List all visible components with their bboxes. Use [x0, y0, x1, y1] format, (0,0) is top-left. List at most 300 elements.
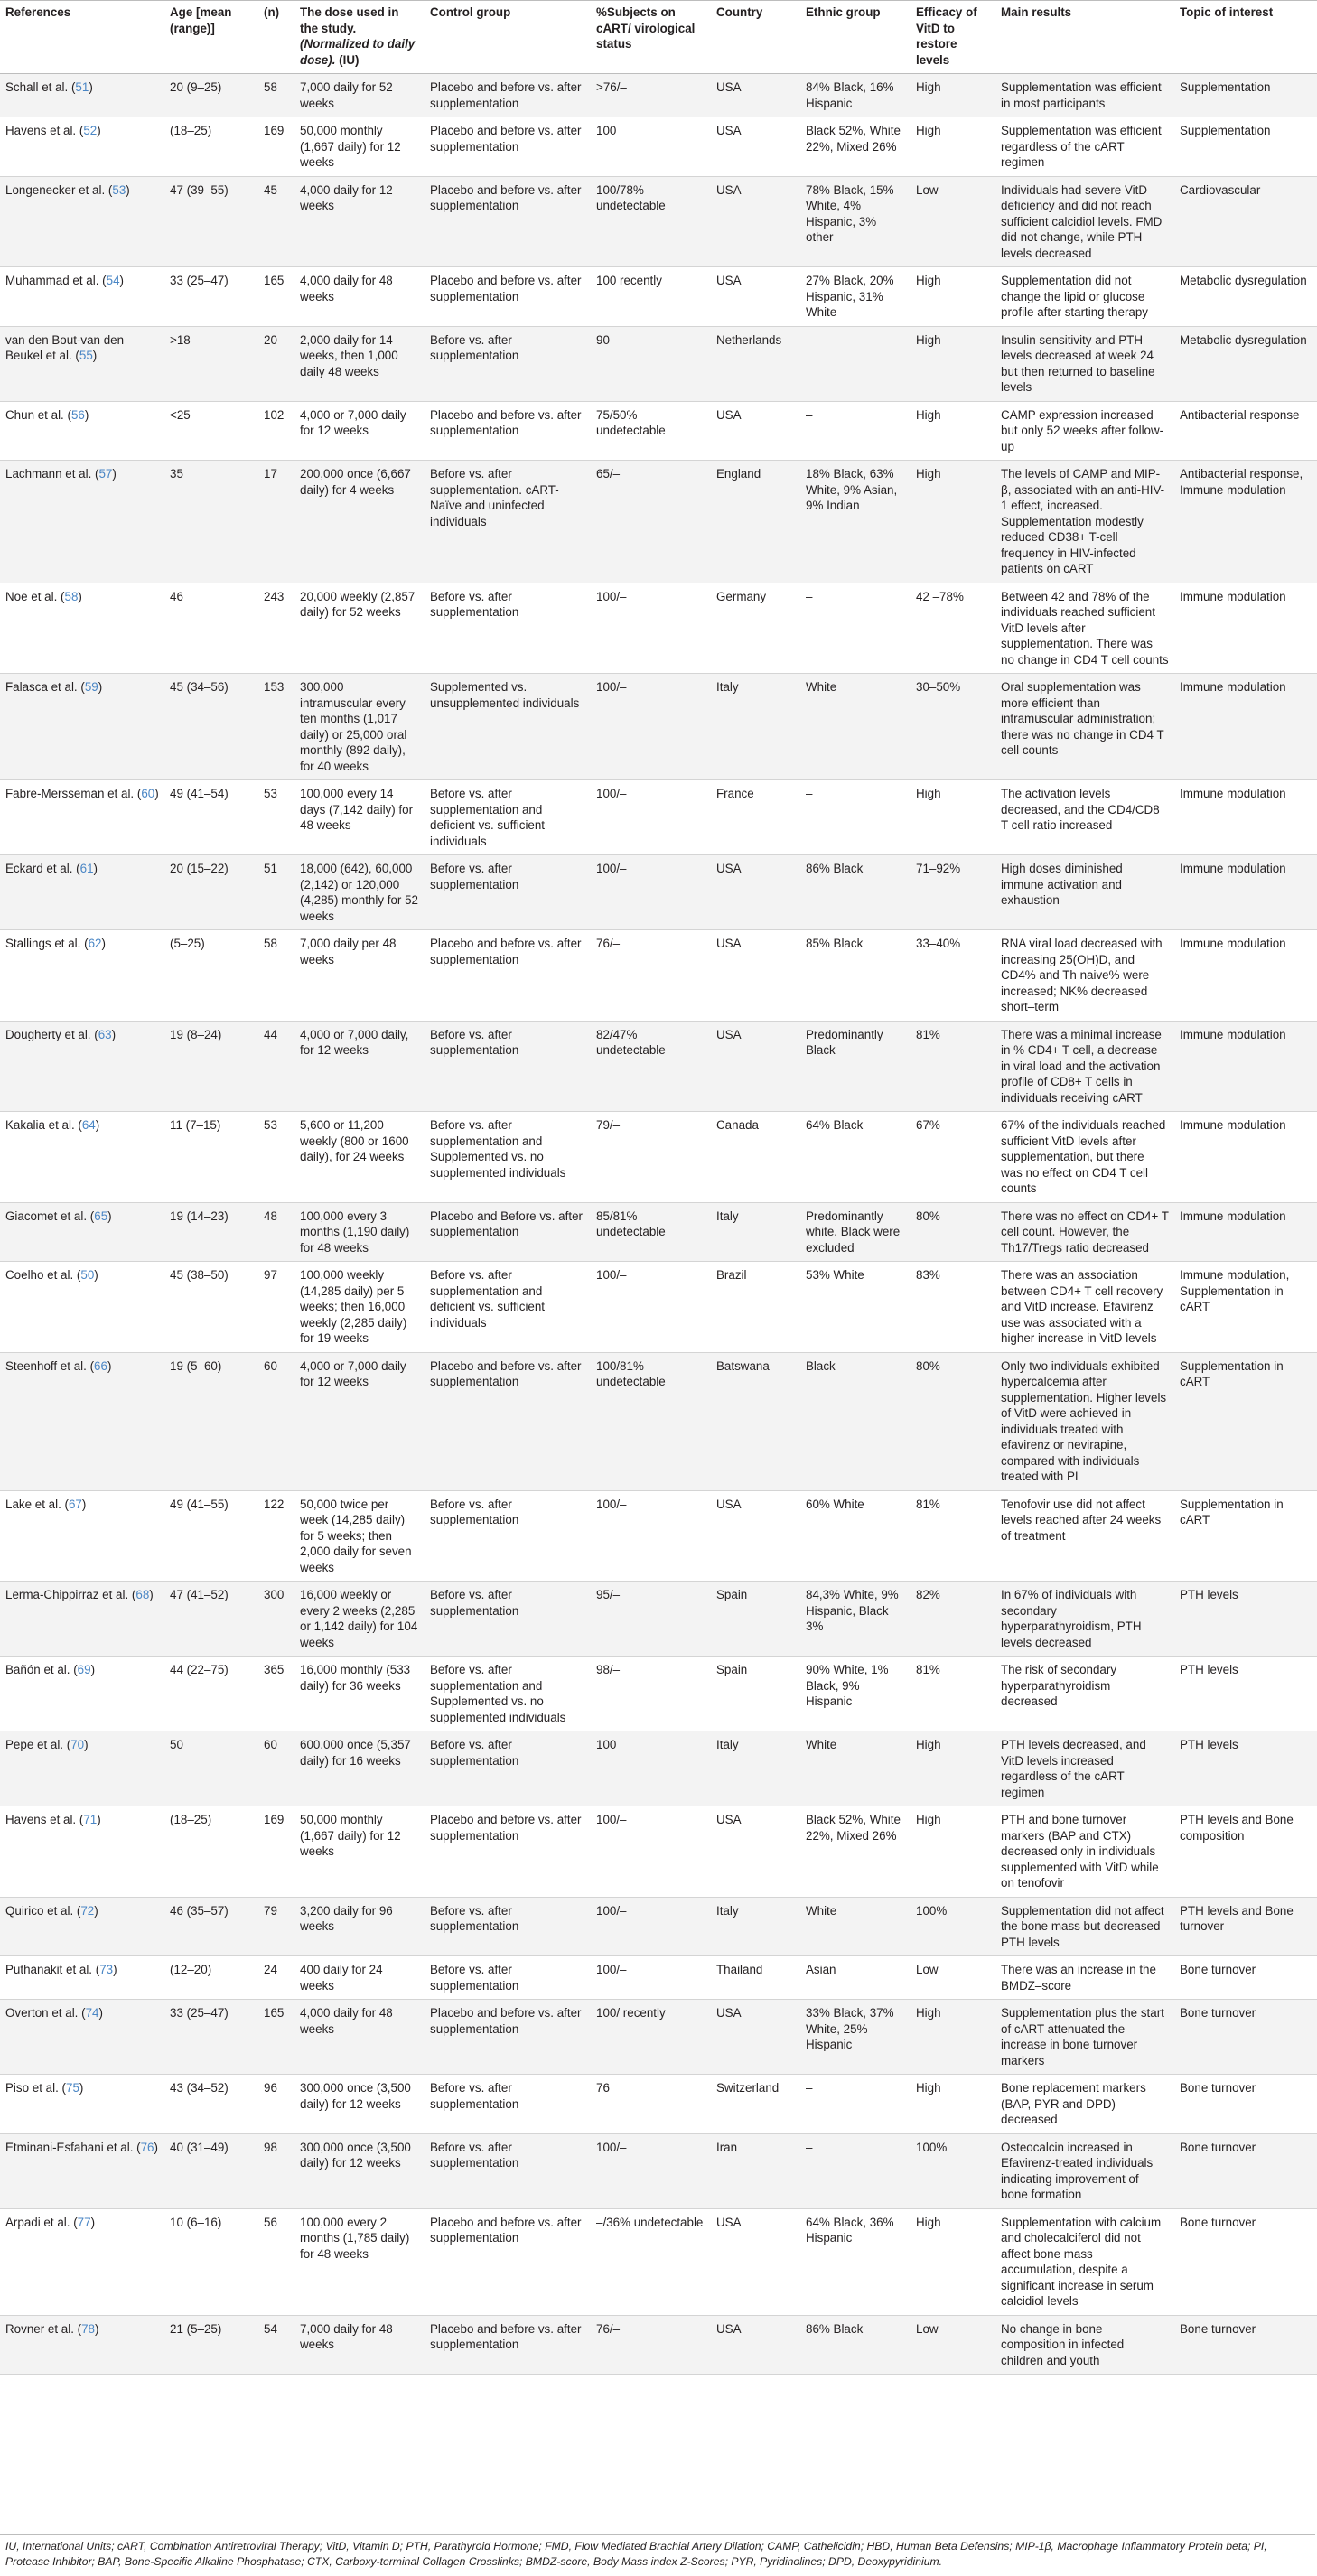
cell-cart-status: 76 [591, 2075, 711, 2134]
cell-n: 48 [258, 1202, 294, 1262]
cell-dose: 16,000 weekly or every 2 weeks (2,285 or 1,142 daily) for 104 weeks [294, 1582, 425, 1657]
cell-dose: 4,000 daily for 48 weeks [294, 2000, 425, 2075]
cell-control-group: Before vs. after supplementation and deficient vs. sufficient individuals [425, 780, 591, 855]
table-row [0, 1657, 1317, 1731]
cell-ethnic-group: – [800, 2075, 911, 2134]
cell-topic: Bone turnover [1174, 1956, 1317, 2000]
header-dose: The dose used in the study. (Normalized to daily dose). (IU) [294, 1, 425, 74]
cell-n: 56 [258, 2208, 294, 2315]
citation-link[interactable]: 70 [70, 1738, 85, 1751]
cell-country: England [711, 461, 800, 583]
table-row [0, 1202, 1317, 1262]
cell-main-results: CAMP expression increased but only 52 weeks after follow-up [995, 401, 1174, 461]
cell-main-results: There was an association between CD4+ T cell recovery and VitD increase. Efavirenz use was associated with a higher increase in VitD levels [995, 1262, 1174, 1353]
cell-dose: 2,000 daily for 14 weeks, then 1,000 daily 48 weeks [294, 326, 425, 401]
cell-country: Switzerland [711, 2075, 800, 2134]
cell-efficacy: 67% [911, 1112, 995, 1203]
cell-n: 98 [258, 2133, 294, 2208]
cell-main-results: PTH and bone turnover markers (BAP and CTX) decreased only in individuals supplemented with VitD while on tenofovir [995, 1806, 1174, 1898]
table-footnote: IU, International Units; cART, Combination Antiretroviral Therapy; VitD, Vitamin D; PTH, Parathyroid Hormone; FMD, Flow Mediated Brachial Artery Dilation; CAMP, Cathelicidin; HBD, Human Beta Defensins; MIP-1β, Macrophage Inflammatory Protein beta; PI, Protease Inhibitor; BAP, Bone-Specific Alkaline Phosphatase; CTX, Carboxy-terminal Collagen Crosslinks; BMDZ-score, Body Mass index Z-Scores; PYR, Pyridinolines; DPD, Deoxypyridinium. [0, 2534, 1315, 2570]
cell-dose: 3,200 daily for 96 weeks [294, 1897, 425, 1956]
cell-dose: 300,000 intramuscular every ten months (1,017 daily) or 25,000 oral monthly (892 daily), for 40 weeks [294, 674, 425, 780]
cell-cart-status: 90 [591, 326, 711, 401]
cell-efficacy: 100% [911, 2133, 995, 2208]
cell-topic: Bone turnover [1174, 2315, 1317, 2375]
cell-cart-status: 75/50% undetectable [591, 401, 711, 461]
cell-country: USA [711, 2208, 800, 2315]
reference-author: Stallings et al. [5, 937, 81, 950]
cell-age: 43 (34–52) [164, 2075, 258, 2134]
cell-efficacy: 100% [911, 1897, 995, 1956]
reference-author: Chun et al. [5, 407, 64, 422]
table-row [0, 2315, 1317, 2375]
cell-reference: Havens et al. (52) [0, 117, 164, 177]
cell-efficacy: High [911, 1806, 995, 1898]
citation-link[interactable]: 52 [83, 124, 98, 137]
cell-reference: Eckard et al. (61) [0, 855, 164, 930]
cell-dose: 4,000 or 7,000 daily, for 12 weeks [294, 1021, 425, 1112]
cell-cart-status: 100/– [591, 1897, 711, 1956]
cell-reference: Lerma-Chippirraz et al. (68) [0, 1582, 164, 1657]
cell-dose: 16,000 monthly (533 daily) for 36 weeks [294, 1657, 425, 1731]
cell-reference: Piso et al. (75) [0, 2075, 164, 2134]
cell-dose: 300,000 once (3,500 daily) for 12 weeks [294, 2133, 425, 2208]
cell-control-group: Placebo and before vs. after supplementation [425, 74, 591, 117]
cell-reference: van den Bout-van den Beukel et al. (55) [0, 326, 164, 401]
cell-dose: 20,000 weekly (2,857 daily) for 52 weeks [294, 583, 425, 674]
table-row [0, 461, 1317, 583]
cell-n: 79 [258, 1897, 294, 1956]
cell-main-results: Tenofovir use did not affect levels reached after 24 weeks of treatment [995, 1490, 1174, 1582]
header-cart-status: %Subjects on cART/ virological status [591, 1, 711, 74]
reference-author: Noe et al. [5, 589, 58, 603]
reference-author: Dougherty et al. [5, 1027, 91, 1041]
cell-reference: Kakalia et al. (64) [0, 1112, 164, 1203]
reference-author: Overton et al. [5, 2006, 79, 2020]
cell-control-group: Before vs. after supplementation [425, 2075, 591, 2134]
cell-control-group: Before vs. after supplementation and Supplemented vs. no supplemented individuals [425, 1112, 591, 1203]
cell-country: USA [711, 117, 800, 177]
cell-n: 97 [258, 1262, 294, 1353]
citation-link[interactable]: 57 [98, 467, 113, 481]
cell-main-results: No change in bone composition in infected children and youth [995, 2315, 1174, 2375]
citation-link[interactable]: 77 [77, 2215, 91, 2229]
citation-link[interactable]: 51 [75, 80, 89, 94]
cell-topic: Immune modulation [1174, 1112, 1317, 1203]
cell-age: (12–20) [164, 1956, 258, 2000]
cell-n: 53 [258, 1112, 294, 1203]
cell-n: 17 [258, 461, 294, 583]
cell-cart-status: 100/– [591, 2133, 711, 2208]
cell-ethnic-group: Black 52%, White 22%, Mixed 26% [800, 117, 911, 177]
cell-n: 365 [258, 1657, 294, 1731]
citation-link[interactable]: 65 [94, 1209, 108, 1223]
citation-link[interactable]: 62 [88, 937, 102, 950]
cell-efficacy: 33–40% [911, 930, 995, 1022]
table-row [0, 267, 1317, 327]
cell-reference: Fabre-Mersseman et al. (60) [0, 780, 164, 855]
table-row [0, 780, 1317, 855]
cell-dose: 50,000 monthly (1,667 daily) for 12 weeks [294, 1806, 425, 1898]
cell-control-group: Before vs. after supplementation and deficient vs. sufficient individuals [425, 1262, 591, 1353]
cell-control-group: Before vs. after supplementation [425, 855, 591, 930]
header-topic: Topic of interest [1174, 1, 1317, 74]
cell-age: 33 (25–47) [164, 2000, 258, 2075]
table-row [0, 2208, 1317, 2315]
cell-country: Canada [711, 1112, 800, 1203]
cell-age: 35 [164, 461, 258, 583]
cell-n: 51 [258, 855, 294, 930]
table-row [0, 326, 1317, 401]
cell-efficacy: High [911, 117, 995, 177]
table-row [0, 930, 1317, 1022]
cell-efficacy: 81% [911, 1657, 995, 1731]
cell-reference: Lake et al. (67) [0, 1490, 164, 1582]
citation-link[interactable]: 59 [84, 680, 98, 694]
cell-n: 53 [258, 780, 294, 855]
cell-country: USA [711, 1021, 800, 1112]
cell-n: 300 [258, 1582, 294, 1657]
cell-ethnic-group: 33% Black, 37% White, 25% Hispanic [800, 2000, 911, 2075]
cell-ethnic-group: White [800, 1897, 911, 1956]
cell-ethnic-group: White [800, 674, 911, 780]
cell-reference: Dougherty et al. (63) [0, 1021, 164, 1112]
cell-n: 165 [258, 267, 294, 327]
cell-cart-status: 65/– [591, 461, 711, 583]
cell-main-results: Individuals had severe VitD deficiency and did not reach sufficient calcidiol levels. FMD did not change, while PTH levels decreased [995, 176, 1174, 267]
cell-cart-status: –/36% undetectable [591, 2208, 711, 2315]
cell-dose: 7,000 daily per 48 weeks [294, 930, 425, 1022]
reference-author: Fabre-Mersseman et al. [5, 787, 135, 800]
reference-author: Eckard et al. [5, 862, 73, 875]
cell-dose: 100,000 every 3 months (1,190 daily) for 48 weeks [294, 1202, 425, 1262]
cell-control-group: Placebo and before vs. after supplementation [425, 930, 591, 1022]
header-ethnic-group: Ethnic group [800, 1, 911, 74]
reference-author: Etminani-Esfahani et al. [5, 2140, 134, 2154]
citation-link[interactable]: 68 [135, 1588, 150, 1601]
cell-topic: Bone turnover [1174, 2208, 1317, 2315]
cell-control-group: Placebo and before vs. after supplementation [425, 2315, 591, 2375]
cell-topic: Bone turnover [1174, 2000, 1317, 2075]
cell-dose: 5,600 or 11,200 weekly (800 or 1600 daily), for 24 weeks [294, 1112, 425, 1203]
cell-control-group: Placebo and before vs. after supplementation [425, 1352, 591, 1490]
citation-link[interactable]: 61 [79, 862, 94, 875]
cell-n: 165 [258, 2000, 294, 2075]
reference-author: Steenhoff et al. [5, 1358, 87, 1373]
cell-country: Spain [711, 1582, 800, 1657]
table-body [0, 74, 1317, 2375]
cell-n: 20 [258, 326, 294, 401]
cell-reference: Rovner et al. (78) [0, 2315, 164, 2375]
cell-ethnic-group: Predominantly white. Black were excluded [800, 1202, 911, 1262]
cell-control-group: Placebo and before vs. after supplementation [425, 401, 591, 461]
cell-efficacy: 82% [911, 1582, 995, 1657]
cell-cart-status: 76/– [591, 2315, 711, 2375]
cell-n: 153 [258, 674, 294, 780]
cell-control-group: Placebo and Before vs. after supplementation [425, 1202, 591, 1262]
header-references: References [0, 1, 164, 74]
cell-efficacy: High [911, 1731, 995, 1806]
table-row [0, 117, 1317, 177]
cell-main-results: The levels of CAMP and MIP-β, associated with an anti-HIV-1 effect, increased. Supplementation modestly reduced CD38+ T-cell frequency in HIV-infected patients on cART [995, 461, 1174, 583]
cell-age: 19 (14–23) [164, 1202, 258, 1262]
cell-country: Spain [711, 1657, 800, 1731]
cell-control-group: Placebo and before vs. after supplementation [425, 267, 591, 327]
citation-link[interactable]: 54 [106, 274, 120, 287]
cell-reference: Coelho et al. (50) [0, 1262, 164, 1353]
cell-n: 54 [258, 2315, 294, 2375]
cell-main-results: Only two individuals exhibited hypercalcemia after supplementation. Higher levels of VitD were achieved in individuals treated with efavirenz or nevirapine, compared with individuals treated with PI [995, 1352, 1174, 1490]
cell-topic: Immune modulation [1174, 583, 1317, 674]
citation-link[interactable]: 67 [68, 1497, 82, 1511]
cell-main-results: There was an increase in the BMDZ–score [995, 1956, 1174, 2000]
cell-country: USA [711, 1806, 800, 1898]
cell-reference: Longenecker et al. (53) [0, 176, 164, 267]
reference-author: Schall et al. [5, 80, 69, 94]
cell-age: 10 (6–16) [164, 2208, 258, 2315]
cell-country: USA [711, 930, 800, 1022]
cell-ethnic-group: Black 52%, White 22%, Mixed 26% [800, 1806, 911, 1898]
cell-country: Italy [711, 1897, 800, 1956]
cell-cart-status: 100/ recently [591, 2000, 711, 2075]
citation-link[interactable]: 69 [77, 1663, 91, 1676]
cell-age: (18–25) [164, 117, 258, 177]
cell-efficacy: High [911, 401, 995, 461]
cell-reference: Arpadi et al. (77) [0, 2208, 164, 2315]
cell-age: 11 (7–15) [164, 1112, 258, 1203]
citation-link[interactable]: 72 [80, 1903, 95, 1918]
citation-link[interactable]: 78 [81, 2321, 96, 2336]
cell-topic: PTH levels [1174, 1731, 1317, 1806]
cell-topic: Supplementation [1174, 117, 1317, 177]
header-country: Country [711, 1, 800, 74]
cell-country: USA [711, 74, 800, 117]
cell-efficacy: High [911, 326, 995, 401]
cell-ethnic-group: White [800, 1731, 911, 1806]
cell-cart-status: 79/– [591, 1112, 711, 1203]
cell-cart-status: 100/81% undetectable [591, 1352, 711, 1490]
cell-ethnic-group: 53% White [800, 1262, 911, 1353]
cell-reference: Puthanakit et al. (73) [0, 1956, 164, 2000]
cell-main-results: Bone replacement markers (BAP, PYR and DPD) decreased [995, 2075, 1174, 2134]
cell-main-results: Supplementation plus the start of cART attenuated the increase in bone turnover markers [995, 2000, 1174, 2075]
cell-cart-status: 100/78% undetectable [591, 176, 711, 267]
cell-efficacy: Low [911, 1956, 995, 2000]
cell-reference: Falasca et al. (59) [0, 674, 164, 780]
cell-cart-status: 100/– [591, 583, 711, 674]
cell-topic: Cardiovascular [1174, 176, 1317, 267]
citation-link[interactable]: 55 [79, 349, 93, 362]
cell-ethnic-group: 84,3% White, 9% Hispanic, Black 3% [800, 1582, 911, 1657]
cell-efficacy: 81% [911, 1021, 995, 1112]
cell-age: 47 (41–52) [164, 1582, 258, 1657]
cell-efficacy: High [911, 267, 995, 327]
cell-n: 60 [258, 1731, 294, 1806]
table-row [0, 855, 1317, 930]
cell-control-group: Before vs. after supplementation [425, 1490, 591, 1582]
cell-ethnic-group: – [800, 401, 911, 461]
cell-main-results: There was a minimal increase in % CD4+ T cell, a decrease in viral load and the activation profile of CD8+ T cells in individuals receiving cART [995, 1021, 1174, 1112]
reference-author: Lachmann et al. [5, 467, 92, 481]
cell-reference: Stallings et al. (62) [0, 930, 164, 1022]
cell-age: 21 (5–25) [164, 2315, 258, 2375]
cell-country: Italy [711, 674, 800, 780]
header-efficacy: Efficacy of VitD to restore levels [911, 1, 995, 74]
cell-age: <25 [164, 401, 258, 461]
citation-link[interactable]: 71 [83, 1813, 98, 1826]
cell-efficacy: High [911, 780, 995, 855]
citation-link[interactable]: 63 [98, 1027, 112, 1041]
cell-efficacy: 71–92% [911, 855, 995, 930]
cell-reference: Steenhoff et al. (66) [0, 1352, 164, 1490]
reference-author: Coelho et al. [5, 1268, 74, 1282]
citation-link[interactable]: 56 [70, 407, 85, 422]
cell-efficacy: 30–50% [911, 674, 995, 780]
cell-age: 44 (22–75) [164, 1657, 258, 1731]
cell-dose: 7,000 daily for 52 weeks [294, 74, 425, 117]
cell-control-group: Before vs. after supplementation [425, 583, 591, 674]
cell-n: 44 [258, 1021, 294, 1112]
cell-reference: Lachmann et al. (57) [0, 461, 164, 583]
cell-main-results: RNA viral load decreased with increasing 25(OH)D, and CD4% and Th naive% were increased; NK% decreased short–term [995, 930, 1174, 1022]
cell-ethnic-group: – [800, 780, 911, 855]
cell-ethnic-group: 64% Black, 36% Hispanic [800, 2208, 911, 2315]
cell-n: 122 [258, 1490, 294, 1582]
cell-reference: Quirico et al. (72) [0, 1897, 164, 1956]
cell-dose: 200,000 once (6,667 daily) for 4 weeks [294, 461, 425, 583]
cell-ethnic-group: Predominantly Black [800, 1021, 911, 1112]
cell-dose: 100,000 weekly (14,285 daily) per 5 weeks; then 16,000 weekly (2,285 daily) for 19 weeks [294, 1262, 425, 1353]
table-row [0, 1582, 1317, 1657]
citation-link[interactable]: 75 [66, 2081, 79, 2095]
cell-main-results: The risk of secondary hyperparathyroidism decreased [995, 1657, 1174, 1731]
cell-country: Germany [711, 583, 800, 674]
cell-topic: PTH levels and Bone turnover [1174, 1897, 1317, 1956]
cell-ethnic-group: – [800, 2133, 911, 2208]
table-row [0, 1897, 1317, 1956]
cell-age: 47 (39–55) [164, 176, 258, 267]
reference-author: Lake et al. [5, 1497, 61, 1511]
cell-dose: 300,000 once (3,500 daily) for 12 weeks [294, 2075, 425, 2134]
cell-n: 102 [258, 401, 294, 461]
citation-link[interactable]: 50 [80, 1268, 95, 1282]
cell-ethnic-group: Asian [800, 1956, 911, 2000]
cell-age: 50 [164, 1731, 258, 1806]
cell-cart-status: 100/– [591, 780, 711, 855]
citation-link[interactable]: 53 [112, 182, 126, 197]
citation-link[interactable]: 66 [94, 1358, 107, 1373]
cell-topic: Supplementation in cART [1174, 1490, 1317, 1582]
cell-country: Iran [711, 2133, 800, 2208]
cell-dose: 50,000 monthly (1,667 daily) for 12 weeks [294, 117, 425, 177]
cell-country: Batswana [711, 1352, 800, 1490]
citation-link[interactable]: 60 [141, 787, 155, 800]
reference-author: Bañón et al. [5, 1663, 70, 1676]
cell-control-group: Before vs. after supplementation [425, 1956, 591, 2000]
table-row [0, 1262, 1317, 1353]
cell-control-group: Placebo and before vs. after supplementation [425, 176, 591, 267]
cell-reference: Overton et al. (74) [0, 2000, 164, 2075]
reference-author: Muhammad et al. [5, 274, 99, 287]
cell-ethnic-group: 27% Black, 20% Hispanic, 31% White [800, 267, 911, 327]
reference-author: Falasca et al. [5, 680, 78, 694]
cell-age: 40 (31–49) [164, 2133, 258, 2208]
header-main-results: Main results [995, 1, 1174, 74]
cell-reference: Muhammad et al. (54) [0, 267, 164, 327]
cell-country: USA [711, 176, 800, 267]
reference-author: Puthanakit et al. [5, 1963, 93, 1976]
cell-reference: Havens et al. (71) [0, 1806, 164, 1898]
cell-cart-status: 100/– [591, 1956, 711, 2000]
cell-reference: Noe et al. (58) [0, 583, 164, 674]
cell-control-group: Before vs. after supplementation. cART-Naïve and uninfected individuals [425, 461, 591, 583]
cell-topic: Bone turnover [1174, 2075, 1317, 2134]
cell-age: 19 (5–60) [164, 1352, 258, 1490]
cell-control-group: Before vs. after supplementation and Supplemented vs. no supplemented individuals [425, 1657, 591, 1731]
cell-cart-status: 85/81% undetectable [591, 1202, 711, 1262]
cell-reference: Bañón et al. (69) [0, 1657, 164, 1731]
cell-dose: 4,000 or 7,000 daily for 12 weeks [294, 401, 425, 461]
cell-control-group: Before vs. after supplementation [425, 1897, 591, 1956]
cell-country: Italy [711, 1731, 800, 1806]
cell-n: 169 [258, 117, 294, 177]
citation-link[interactable]: 58 [64, 589, 79, 603]
cell-main-results: Supplementation was efficient regardless of the cART regimen [995, 117, 1174, 177]
cell-country: Italy [711, 1202, 800, 1262]
citation-link[interactable]: 76 [140, 2140, 154, 2154]
cell-dose: 18,000 (642), 60,000 (2,142) or 120,000 (4,285) monthly for 52 weeks [294, 855, 425, 930]
cell-efficacy: Low [911, 2315, 995, 2375]
cell-dose: 50,000 twice per week (14,285 daily) for 5 weeks; then 2,000 daily for seven weeks [294, 1490, 425, 1582]
cell-age: 46 [164, 583, 258, 674]
cell-country: USA [711, 855, 800, 930]
cell-main-results: The activation levels decreased, and the CD4/CD8 T cell ratio increased [995, 780, 1174, 855]
cell-country: France [711, 780, 800, 855]
cell-control-group: Before vs. after supplementation [425, 1731, 591, 1806]
cell-age: 20 (9–25) [164, 74, 258, 117]
cell-control-group: Placebo and before vs. after supplementation [425, 1806, 591, 1898]
cell-topic: Supplementation in cART [1174, 1352, 1317, 1490]
cell-age: 33 (25–47) [164, 267, 258, 327]
table-row [0, 2075, 1317, 2134]
reference-author: Havens et al. [5, 124, 77, 137]
cell-cart-status: 95/– [591, 1582, 711, 1657]
cell-control-group: Before vs. after supplementation [425, 1582, 591, 1657]
table-row [0, 1112, 1317, 1203]
cell-country: USA [711, 2315, 800, 2375]
cell-n: 169 [258, 1806, 294, 1898]
cell-topic: Immune modulation [1174, 855, 1317, 930]
cell-efficacy: 80% [911, 1352, 995, 1490]
cell-n: 60 [258, 1352, 294, 1490]
cell-efficacy: Low [911, 176, 995, 267]
cell-ethnic-group: 60% White [800, 1490, 911, 1582]
cell-dose: 4,000 or 7,000 daily for 12 weeks [294, 1352, 425, 1490]
cell-main-results: Between 42 and 78% of the individuals reached sufficient VitD levels after supplementation. There was no change in CD4 T cell counts [995, 583, 1174, 674]
reference-author: Quirico et al. [5, 1903, 74, 1918]
cell-main-results: 67% of the individuals reached sufficient VitD levels after supplementation, but there was no effect on CD4 T cell counts [995, 1112, 1174, 1203]
citation-link[interactable]: 73 [99, 1963, 114, 1976]
cell-dose: 600,000 once (5,357 daily) for 16 weeks [294, 1731, 425, 1806]
cell-main-results: High doses diminished immune activation and exhaustion [995, 855, 1174, 930]
citation-link[interactable]: 64 [81, 1118, 96, 1132]
citation-link[interactable]: 74 [85, 2006, 99, 2020]
cell-age: >18 [164, 326, 258, 401]
cell-topic: Immune modulation [1174, 674, 1317, 780]
cell-cart-status: 82/47% undetectable [591, 1021, 711, 1112]
cell-efficacy: High [911, 74, 995, 117]
cell-main-results: Osteocalcin increased in Efavirenz-treated individuals indicating improvement of bone formation [995, 2133, 1174, 2208]
